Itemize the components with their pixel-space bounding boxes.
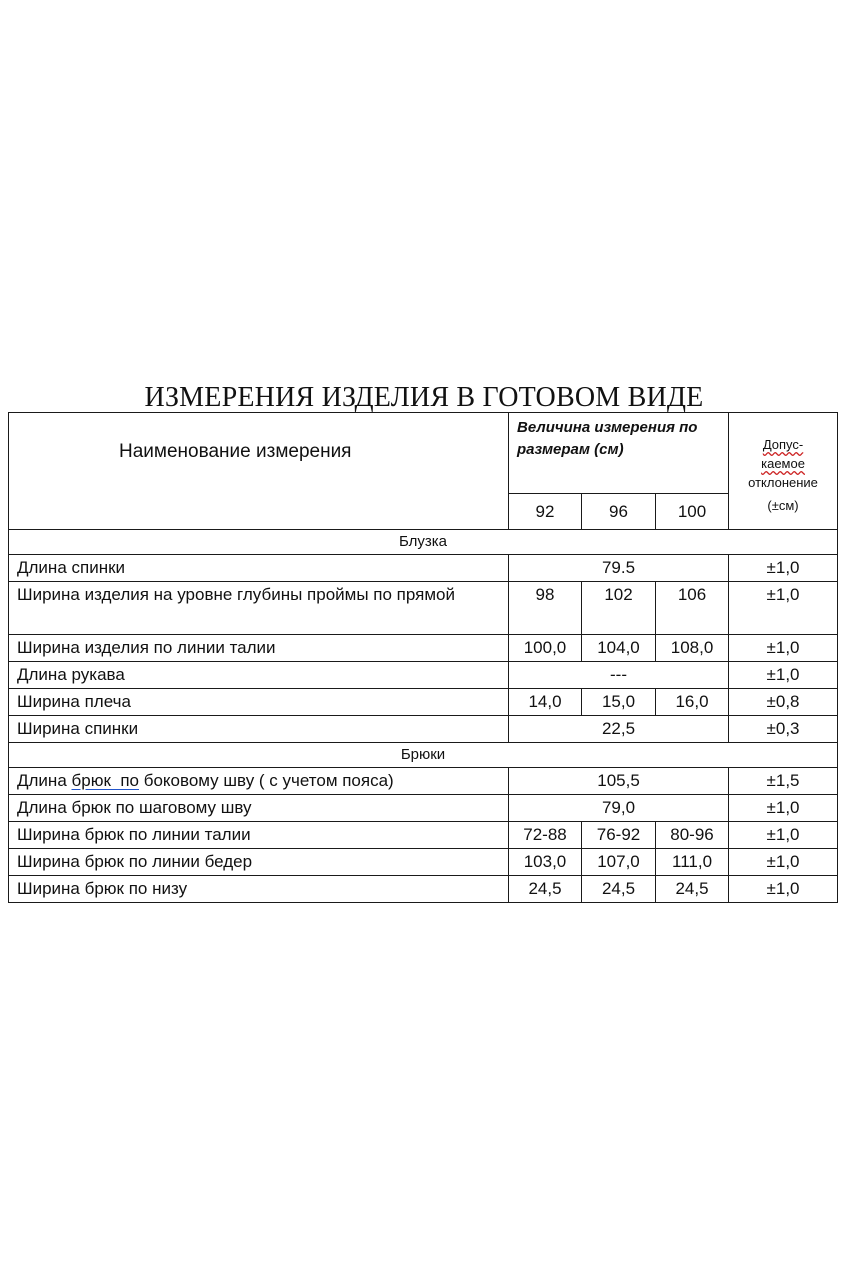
measure-tolerance: ±1,0 xyxy=(729,635,838,662)
measure-value: 14,0 xyxy=(509,689,582,716)
measure-tolerance: ±1,5 xyxy=(729,768,838,795)
measure-name: Ширина плеча xyxy=(9,689,509,716)
table-row xyxy=(9,555,838,582)
measure-value: 22,5 xyxy=(509,716,729,743)
page-title: ИЗМЕРЕНИЯ ИЗДЕЛИЯ В ГОТОВОМ ВИДЕ xyxy=(144,382,704,413)
measure-value: 15,0 xyxy=(582,689,656,716)
measure-value: 111,0 xyxy=(656,849,729,876)
measurements-table xyxy=(8,412,838,903)
measure-tolerance: ±1,0 xyxy=(729,795,838,822)
header-tolerance-cell xyxy=(729,413,838,530)
header-name-cell: Наименование измерения xyxy=(9,413,509,530)
header-value-cell: Величина измерения по размерам (см) xyxy=(509,413,729,494)
table-row xyxy=(9,768,838,795)
table-row xyxy=(9,582,838,635)
measure-value: 107,0 xyxy=(582,849,656,876)
size-header: 100 xyxy=(656,494,729,530)
measure-value: 72-88 xyxy=(509,822,582,849)
measure-value: 98 xyxy=(509,582,582,635)
measure-name: Ширина спинки xyxy=(9,716,509,743)
measure-tolerance: ±1,0 xyxy=(729,582,838,635)
size-header: 96 xyxy=(582,494,656,530)
measure-tolerance: ±1,0 xyxy=(729,876,838,903)
measure-value: 100,0 xyxy=(509,635,582,662)
section-title-trousers: Брюки xyxy=(9,743,838,768)
table-row xyxy=(9,822,838,849)
measure-name-part: Длина xyxy=(17,771,72,790)
measure-name: Ширина брюк по линии талии xyxy=(9,822,509,849)
measure-tolerance: ±1,0 xyxy=(729,662,838,689)
measure-name: Ширина изделия на уровне глубины проймы по прямой xyxy=(9,582,509,635)
table-row xyxy=(9,795,838,822)
measure-value: 103,0 xyxy=(509,849,582,876)
measure-name xyxy=(9,768,509,795)
measure-value: 79.5 xyxy=(509,555,729,582)
section-title-blouse: Блузка xyxy=(9,530,838,555)
table-row xyxy=(9,876,838,903)
measure-value: 79,0 xyxy=(509,795,729,822)
measure-name: Ширина изделия по линии талии xyxy=(9,635,509,662)
measure-value: 102 xyxy=(582,582,656,635)
table-row xyxy=(9,662,838,689)
section-row xyxy=(9,743,838,768)
header-row xyxy=(9,413,838,494)
section-row xyxy=(9,530,838,555)
table-row xyxy=(9,689,838,716)
measure-value: 24,5 xyxy=(656,876,729,903)
measure-value: 104,0 xyxy=(582,635,656,662)
table-row xyxy=(9,635,838,662)
measure-name-part: боковому шву ( с учетом пояса) xyxy=(139,771,394,790)
measure-name: Длина рукава xyxy=(9,662,509,689)
measure-name: Ширина брюк по линии бедер xyxy=(9,849,509,876)
measure-name: Длина спинки xyxy=(9,555,509,582)
measure-value: 80-96 xyxy=(656,822,729,849)
tolerance-label-line2: каемое xyxy=(761,456,805,471)
measure-value: 24,5 xyxy=(582,876,656,903)
measure-name: Длина брюк по шаговому шву xyxy=(9,795,509,822)
measure-tolerance: ±1,0 xyxy=(729,555,838,582)
measure-value: 24,5 xyxy=(509,876,582,903)
measure-value: 16,0 xyxy=(656,689,729,716)
tolerance-label-line1: Допус- xyxy=(762,437,804,452)
measure-value: --- xyxy=(509,662,729,689)
measure-value: 76-92 xyxy=(582,822,656,849)
measure-value: 106 xyxy=(656,582,729,635)
measure-tolerance: ±1,0 xyxy=(729,822,838,849)
tolerance-label-line3: отклонение xyxy=(748,475,818,490)
measure-value: 105,5 xyxy=(509,768,729,795)
table-row xyxy=(9,716,838,743)
table-row xyxy=(9,849,838,876)
measure-tolerance: ±0,3 xyxy=(729,716,838,743)
measure-value: 108,0 xyxy=(656,635,729,662)
tolerance-label-line4: (±см) xyxy=(767,498,799,513)
measure-tolerance: ±1,0 xyxy=(729,849,838,876)
measure-tolerance: ±0,8 xyxy=(729,689,838,716)
measure-name-underlined: брюк по xyxy=(71,771,139,790)
size-header: 92 xyxy=(509,494,582,530)
measure-name: Ширина брюк по низу xyxy=(9,876,509,903)
